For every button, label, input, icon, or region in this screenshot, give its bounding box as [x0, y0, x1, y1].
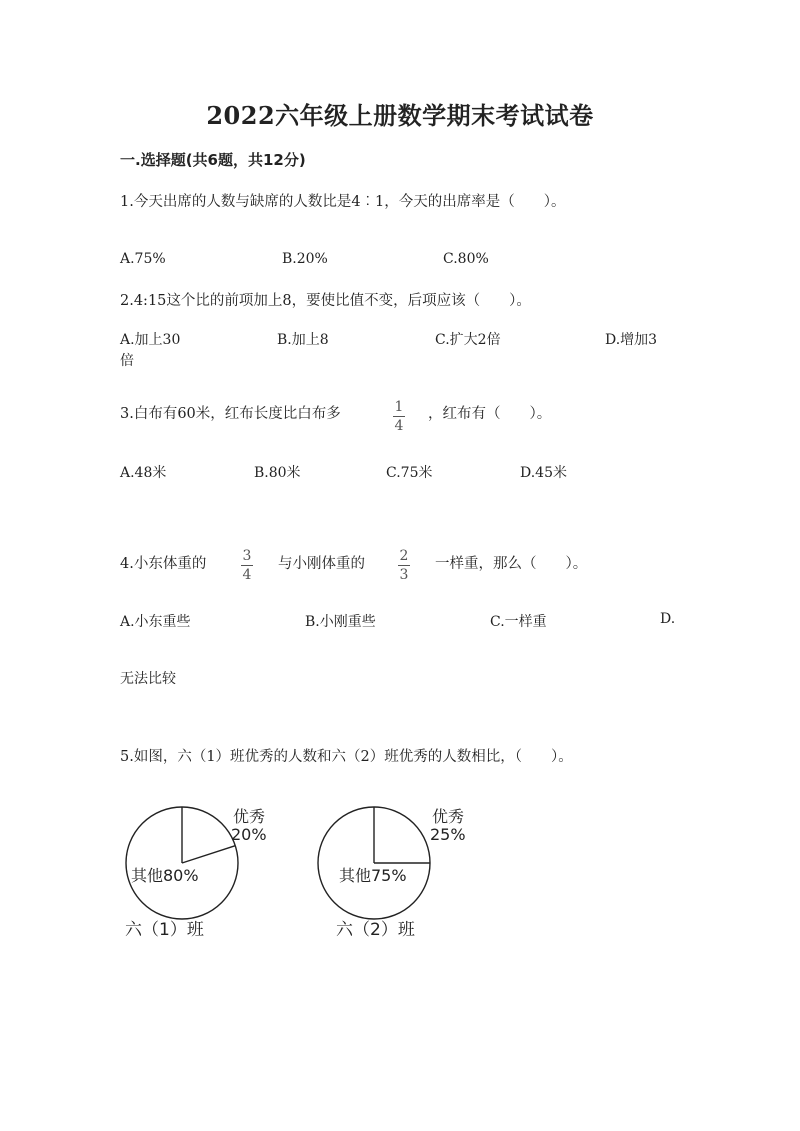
question-2-option-c[interactable]: C.扩大2倍	[435, 332, 501, 348]
question-4-middle: 与小刚体重的	[278, 556, 365, 572]
page-title: 2022六年级上册数学期末考试试卷	[206, 101, 594, 130]
question-2-option-d-continuation: 倍	[120, 353, 134, 369]
question-1-option-c[interactable]: C.80%	[443, 251, 489, 267]
question-4-option-c[interactable]: C.一样重	[490, 614, 547, 630]
pie-label-excellent-percent: 20%	[231, 825, 267, 844]
fraction-bar	[398, 565, 410, 566]
fraction-numerator: 2	[399, 548, 409, 564]
question-2-option-b[interactable]: B.加上8	[277, 332, 329, 348]
question-1-option-a[interactable]: A.75%	[120, 251, 166, 267]
fraction-bar	[241, 565, 253, 566]
pie-label-other: 其他75%	[339, 866, 407, 885]
pie-divider	[182, 846, 235, 863]
question-1-text: 1.今天出席的人数与缺席的人数比是4︰1，今天的出席率是（ ）。	[120, 194, 566, 210]
question-4-option-d[interactable]: D.	[660, 611, 676, 627]
pie-chart-class-2	[312, 795, 492, 945]
pie-label-excellent: 优秀	[233, 807, 266, 826]
pie-caption: 六（2）班	[336, 920, 415, 940]
question-3-option-a[interactable]: A.48米	[120, 465, 167, 481]
question-3-prefix: 3.白布有60米，红布长度比白布多	[120, 406, 341, 422]
question-1-option-b[interactable]: B.20%	[282, 251, 328, 267]
fraction-numerator: 3	[242, 548, 252, 564]
question-4-option-b[interactable]: B.小刚重些	[305, 614, 376, 630]
question-3-fraction	[393, 396, 405, 434]
pie-caption: 六（1）班	[125, 920, 204, 940]
question-3-suffix: ，红布有（ ）。	[428, 406, 552, 422]
pie-label-other: 其他80%	[131, 866, 199, 885]
pie-label-excellent-percent: 25%	[430, 825, 466, 844]
question-2-option-a[interactable]: A.加上30	[120, 332, 181, 348]
fraction-denominator: 4	[242, 567, 252, 583]
question-3-option-b[interactable]: B.80米	[254, 465, 301, 481]
question-4-fraction-1	[241, 545, 253, 583]
question-4-prefix: 4.小东体重的	[120, 556, 207, 572]
question-4-suffix: 一样重，那么（ ）。	[435, 556, 588, 572]
question-4-option-d-continuation: 无法比较	[120, 671, 176, 687]
question-3-option-c[interactable]: C.75米	[386, 465, 433, 481]
question-4-option-a[interactable]: A.小东重些	[120, 614, 191, 630]
pie-chart-class-1	[115, 795, 295, 945]
question-3-option-d[interactable]: D.45米	[520, 465, 567, 481]
question-2-text: 2.4:15这个比的前项加上8，要使比值不变，后项应该（ ）。	[120, 293, 531, 309]
question-5-text: 5.如图，六（1）班优秀的人数和六（2）班优秀的人数相比，（ ）。	[120, 749, 573, 765]
question-4-fraction-2	[398, 545, 410, 583]
fraction-denominator: 3	[399, 567, 409, 583]
question-2-option-d[interactable]: D.增加3	[605, 332, 658, 348]
section-heading: 一.选择题(共6题，共12分)	[120, 151, 306, 169]
fraction-bar	[393, 416, 405, 417]
pie-label-excellent: 优秀	[432, 807, 465, 826]
fraction-numerator: 1	[394, 399, 404, 415]
fraction-denominator: 4	[394, 418, 404, 434]
